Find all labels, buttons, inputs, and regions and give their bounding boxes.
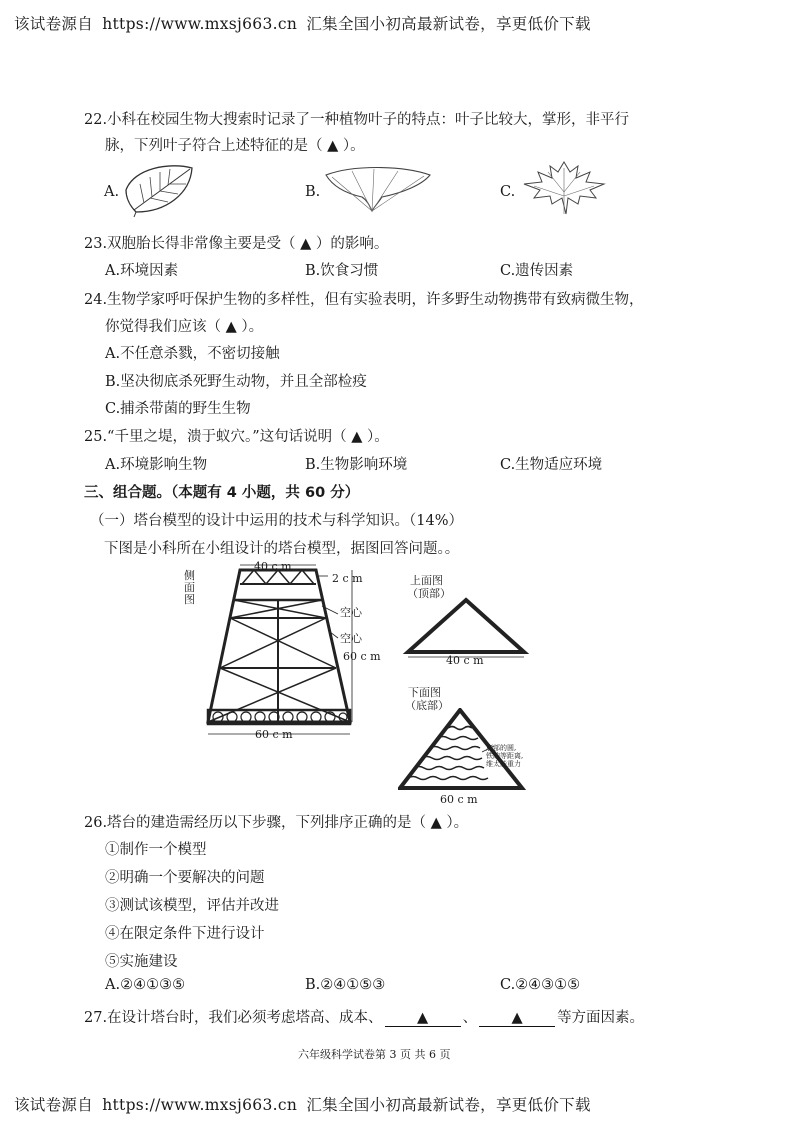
- q26-stem: 26.塔台的建造需经历以下步骤，下列排序正确的是（ ▲ ）。: [84, 815, 469, 831]
- q22-option-b: B.: [305, 184, 321, 200]
- q24-line2: 你觉得我们应该（ ▲ ）。: [105, 319, 264, 335]
- watermark-url[interactable]: https://www.mxsj663.cn: [102, 15, 298, 33]
- top-view-label: 上面图: [410, 574, 443, 587]
- watermark-prefix-bottom: 该试卷源自: [14, 1096, 94, 1114]
- q26-option-c: C.②④③①⑤: [500, 977, 581, 993]
- q26-step-1: ①制作一个模型: [105, 842, 207, 858]
- side-view-label: 侧面图: [184, 569, 195, 606]
- q27-separator: 、: [462, 1010, 478, 1026]
- q27-blank-2[interactable]: ▲: [479, 1010, 555, 1027]
- q26-step-2: ②明确一个要解决的问题: [105, 870, 265, 886]
- q22-option-a: A.: [104, 184, 120, 200]
- height-dimension: 60 c m: [343, 650, 381, 663]
- top-view-triangle: [400, 596, 530, 658]
- bottom-view-sublabel: （底部）: [405, 699, 449, 712]
- q24-option-c: C.捕杀带菌的野生生物: [105, 401, 251, 417]
- q26-step-5: ⑤实施建设: [105, 954, 178, 970]
- q27-part1: 27.在设计塔台时，我们必须考虑塔高、成本、: [84, 1010, 383, 1026]
- q27-line: [84, 1006, 644, 1027]
- watermark-footer: [14, 1093, 591, 1115]
- watermark-suffix: 汇集全国小初高最新试卷，享更低价下载: [306, 15, 591, 33]
- watermark-suffix-bottom: 汇集全国小初高最新试卷，享更低价下载: [306, 1096, 591, 1114]
- q24-option-b: B.坚决彻底杀死野生动物，并且全部检疫: [105, 374, 367, 390]
- bottom-note: [486, 744, 523, 768]
- q24-option-a: A.不任意杀戮，不密切接触: [105, 346, 280, 362]
- leaf-c-image: [518, 158, 610, 218]
- dimension-2cm: 2 c m: [332, 572, 363, 585]
- q26-step-3: ③测试该模型，评估并改进: [105, 898, 279, 914]
- tower-side-view: [200, 562, 380, 802]
- bottom-triangle-dimension: 60 c m: [440, 793, 478, 806]
- section3-intro: 下图是小科所在小组设计的塔台模型，据图回答问题。。: [104, 541, 460, 557]
- q23-option-c: C.遗传因素: [500, 263, 574, 279]
- hollow-label-2: 空心: [340, 632, 362, 645]
- q23-option-a: A.环境因素: [105, 263, 179, 279]
- q25-option-b: B.生物影响环境: [305, 457, 408, 473]
- q25-option-c: C.生物适应环境: [500, 457, 603, 473]
- watermark-url-bottom[interactable]: https://www.mxsj663.cn: [102, 1096, 298, 1114]
- q24-line1: 24.生物学家呼吁保护生物的多样性，但有实验表明，许多野生动物携带有致病微生物，: [84, 292, 644, 308]
- q22-line1: 22.小科在校园生物大搜索时记录了一种植物叶子的特点：叶子比较大，掌形，非平行: [84, 112, 630, 128]
- watermark-header: [14, 12, 591, 34]
- q26-option-b: B.②④①⑤③: [305, 977, 386, 993]
- leaf-a-image: [120, 160, 198, 218]
- section3-title: 三、组合题。（本题有 4 小题，共 60 分）: [84, 485, 360, 501]
- q27-blank-1[interactable]: ▲: [385, 1010, 461, 1027]
- q22-line2: 脉，下列叶子符合上述特征的是（ ▲ ）。: [105, 138, 365, 154]
- q26-option-a: A.②④①③⑤: [105, 977, 186, 993]
- page-footer: 六年级科学试卷第 3 页 共 6 页: [298, 1048, 451, 1061]
- q25-stem: 25.“千里之堤，溃于蚁穴。”这句话说明（ ▲ ）。: [84, 429, 389, 445]
- bottom-note-line2: 铁的等距离,: [486, 752, 524, 760]
- base-dimension: 60 c m: [255, 728, 293, 741]
- bottom-note-line1: 底部的圆,: [486, 744, 517, 752]
- bottom-view-label: 下面图: [408, 686, 441, 699]
- top-triangle-dimension: 40 c m: [446, 654, 484, 667]
- leaf-b-image: [322, 163, 434, 213]
- bottom-note-line3: 维太能重力: [486, 760, 521, 768]
- q27-part2: 等方面因素。: [557, 1010, 645, 1026]
- section3-part1: （一）塔台模型的设计中运用的技术与科学知识。（14%）: [90, 513, 463, 529]
- top-dimension: 40 c m: [254, 560, 292, 573]
- top-view-sublabel: （顶部）: [407, 587, 451, 600]
- watermark-prefix: 该试卷源自: [14, 15, 94, 33]
- hollow-label-1: 空心: [340, 606, 362, 619]
- q23-option-b: B.饮食习惯: [305, 263, 379, 279]
- q26-step-4: ④在限定条件下进行设计: [105, 926, 265, 942]
- q22-option-c: C.: [500, 184, 516, 200]
- q25-option-a: A.环境影响生物: [105, 457, 208, 473]
- q23-stem: 23.双胞胎长得非常像主要是受（ ▲ ）的影响。: [84, 236, 389, 252]
